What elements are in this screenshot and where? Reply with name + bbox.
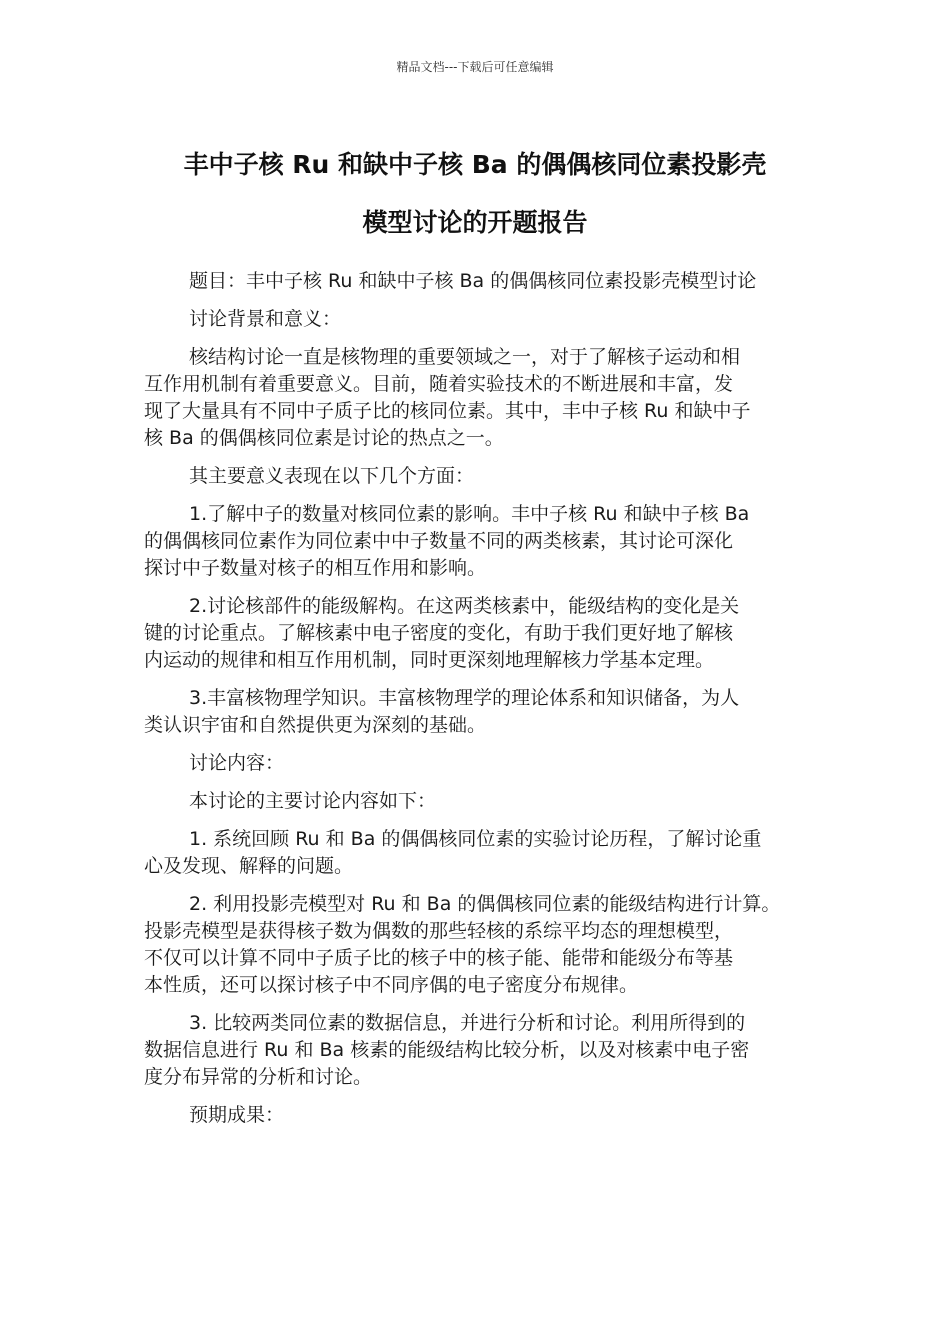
paragraph-content-2: 2. 利用投影壳模型对 Ru 和 Ba 的偶偶核同位素的能级结构进行计算。 投影壳模型是获得核子数为偶数的那些轻核的系综平均态的理想模型， 不仅可以计算不同中子质子比的核子中的核子能、能带和能级分布等基 本性质，还可以探讨核子中不同序偶的电子密度分布规律。	[144, 893, 781, 996]
paragraph-significance-2: 2.讨论核部件的能级解构。在这两类核素中，能级结构的变化是关 键的讨论重点。了解核素中电子密度的变化，有助于我们更好地了解核 内运动的规律和相互作用机制，同时更深刻地理解核力学基本定理。	[144, 595, 740, 671]
paragraph-content-intro: 本讨论的主要讨论内容如下：	[189, 790, 437, 812]
paragraph-topic: 题目：丰中子核 Ru 和缺中子核 Ba 的偶偶核同位素投影壳模型讨论	[189, 270, 757, 292]
paragraph-expected-results-heading: 预期成果：	[189, 1104, 285, 1126]
paragraph-content-1: 1. 系统回顾 Ru 和 Ba 的偶偶核同位素的实验讨论历程，了解讨论重 心及发现、解释的问题。	[144, 828, 762, 877]
paragraph-significance-3: 3.丰富核物理学知识。丰富核物理学的理论体系和知识储备，为人 类认识宇宙和自然提供更为深刻的基础。	[144, 687, 740, 736]
paragraph-significance-intro: 其主要意义表现在以下几个方面：	[189, 465, 475, 487]
title-line-2: 模型讨论的开题报告	[362, 208, 588, 237]
paragraph-background: 核结构讨论一直是核物理的重要领域之一，对于了解核子运动和相 互作用机制有着重要意义。目前，随着实验技术的不断进展和丰富，发 现了大量具有不同中子质子比的核同位素。其中，丰中子核 Ru 和缺中子 核 Ba 的偶偶核同位素是讨论的热点之一。	[144, 346, 751, 449]
paragraph-content-3: 3. 比较两类同位素的数据信息，并进行分析和讨论。利用所得到的 数据信息进行 Ru 和 Ba 核素的能级结构比较分析，以及对核素中电子密 度分布异常的分析和讨论。	[144, 1012, 750, 1088]
paragraph-significance-1: 1.了解中子的数量对核同位素的影响。丰中子核 Ru 和缺中子核 Ba 的偶偶核同位素作为同位素中中子数量不同的两类核素，其讨论可深化 探讨中子数量对核子的相互作用和影响。	[144, 503, 750, 579]
document-title	[0, 136, 950, 252]
paragraph-background-heading: 讨论背景和意义：	[189, 308, 342, 330]
header-note: 精品文档---下载后可任意编辑	[396, 60, 554, 74]
paragraph-content-heading: 讨论内容：	[189, 752, 285, 774]
title-line-1: 丰中子核 Ru 和缺中子核 Ba 的偶偶核同位素投影壳	[183, 150, 767, 179]
document-body	[144, 268, 816, 1140]
